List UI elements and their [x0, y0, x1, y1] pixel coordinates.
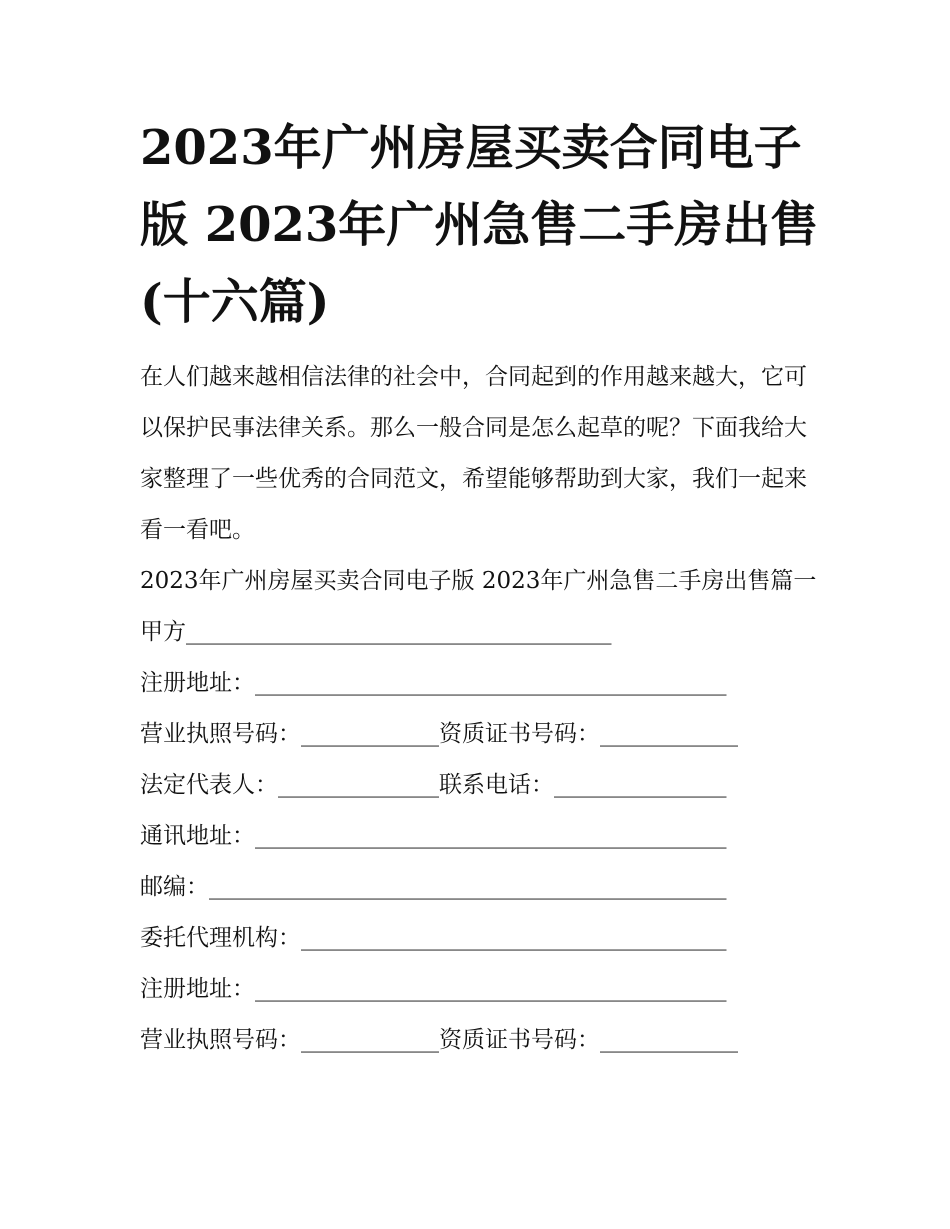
party-a-field: 甲方_____________________________________ — [140, 619, 612, 645]
legal-representative-phone-field: 法定代表人：______________联系电话：_______________ — [140, 772, 727, 798]
intro-paragraph: 在人们越来越相信法律的社会中，合同起到的作用越来越大，它可以保护民事法律关系。那么一般合同是怎么起草的呢？下面我给大家整理了一些优秀的合同范文，希望能够帮助到大家，我们一起来看一看吧。 — [140, 364, 807, 543]
document-title: 2023年广州房屋买卖合同电子版 2023年广州急售二手房出售(十六篇) — [140, 120, 819, 330]
agent-registered-address-field: 注册地址：_________________________________________ — [140, 976, 727, 1002]
document-body — [140, 352, 820, 1066]
mailing-address-field: 通讯地址：_________________________________________ — [140, 823, 727, 849]
agent-organization-field: 委托代理机构：_____________________________________ — [140, 925, 727, 951]
section-heading: 2023年广州房屋买卖合同电子版 2023年广州急售二手房出售篇一 — [140, 568, 817, 594]
postal-code-field: 邮编：_____________________________________________ — [140, 874, 727, 900]
agent-license-certificate-field: 营业执照号码：____________资质证书号码：____________ — [140, 1027, 738, 1053]
business-license-certificate-field: 营业执照号码：____________资质证书号码：____________ — [140, 721, 738, 747]
registered-address-field: 注册地址：_________________________________________ — [140, 670, 727, 696]
